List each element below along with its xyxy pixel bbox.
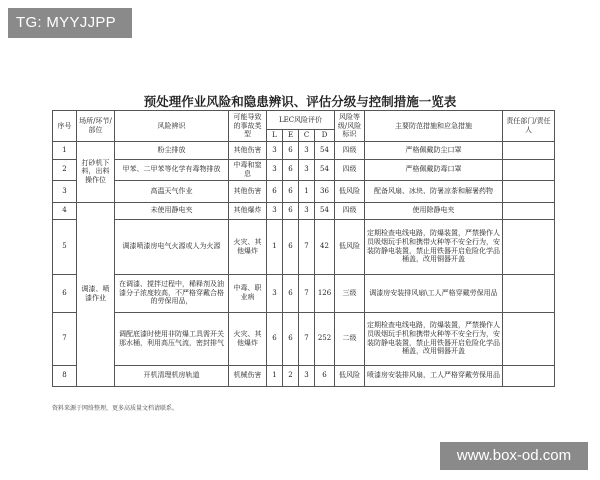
header-place: 场所/环节/部位 xyxy=(77,111,115,142)
cell-level: 三级 xyxy=(335,274,365,312)
cell-measure: 喷漆房安装排风扇，工人严格穿戴劳保用品 xyxy=(365,365,503,386)
cell-accident: 机械伤害 xyxy=(229,365,267,386)
cell-d: 36 xyxy=(315,180,335,202)
cell-accident: 火灾、其他爆炸 xyxy=(229,219,267,274)
cell-d: 126 xyxy=(315,274,335,312)
cell-l: 6 xyxy=(267,180,283,202)
cell-accident: 其他爆炸 xyxy=(229,202,267,219)
cell-seq: 2 xyxy=(53,160,77,181)
header-l: L xyxy=(267,130,283,142)
cell-e: 6 xyxy=(283,274,299,312)
cell-l: 1 xyxy=(267,365,283,386)
cell-accident: 其他伤害 xyxy=(229,180,267,202)
table-row xyxy=(53,274,555,312)
cell-seq: 4 xyxy=(53,202,77,219)
cell-e: 6 xyxy=(283,312,299,365)
cell-c: 3 xyxy=(299,142,315,160)
watermark-top-badge: TG: MYYJJPP xyxy=(8,8,132,38)
cell-c: 7 xyxy=(299,312,315,365)
cell-seq: 7 xyxy=(53,312,77,365)
header-dept: 责任部门/责任人 xyxy=(503,111,555,142)
cell-risk: 高温天气作业 xyxy=(115,180,229,202)
cell-d: 54 xyxy=(315,142,335,160)
cell-measure: 严格佩戴防尘口罩 xyxy=(365,142,503,160)
cell-risk: 粉尘排放 xyxy=(115,142,229,160)
cell-risk: 调配底漆时使用非防爆工具需开关那水桶，利用高压气流，密封排气 xyxy=(115,312,229,365)
cell-l: 3 xyxy=(267,202,283,219)
table-row xyxy=(53,142,555,160)
cell-accident: 中毒和窒息 xyxy=(229,160,267,181)
cell-dept xyxy=(503,160,555,181)
cell-dept xyxy=(503,202,555,219)
cell-d: 42 xyxy=(315,219,335,274)
cell-l: 3 xyxy=(267,160,283,181)
cell-level: 低风险 xyxy=(335,219,365,274)
table-row xyxy=(53,219,555,274)
table-row xyxy=(53,160,555,181)
cell-c: 3 xyxy=(299,202,315,219)
header-e: E xyxy=(283,130,299,142)
cell-c: 3 xyxy=(299,160,315,181)
cell-e: 6 xyxy=(283,180,299,202)
cell-risk: 甲苯、二甲苯等化学有毒物排放 xyxy=(115,160,229,181)
cell-level: 低风险 xyxy=(335,180,365,202)
cell-level: 四级 xyxy=(335,160,365,181)
cell-accident: 火灾、其他爆炸 xyxy=(229,312,267,365)
header-risk: 风险辨识 xyxy=(115,111,229,142)
cell-place: 调漆、喷漆作业 xyxy=(77,202,115,386)
cell-accident: 中毒、职业病 xyxy=(229,274,267,312)
cell-level: 四级 xyxy=(335,142,365,160)
cell-risk: 在调漆、搅拌过程中，稀释剂及油漆分子浓度较高，不严格穿戴合格的劳保用品， xyxy=(115,274,229,312)
cell-e: 2 xyxy=(283,365,299,386)
header-seq: 序号 xyxy=(53,111,77,142)
header-accident: 可能导致的事故类型 xyxy=(229,111,267,142)
header-c: C xyxy=(299,130,315,142)
table-row xyxy=(53,202,555,219)
cell-level: 低风险 xyxy=(335,365,365,386)
header-level: 风险等级/风险标识 xyxy=(335,111,365,142)
cell-level: 二级 xyxy=(335,312,365,365)
cell-d: 54 xyxy=(315,202,335,219)
cell-dept xyxy=(503,142,555,160)
cell-dept xyxy=(503,219,555,274)
table-header-row xyxy=(53,111,555,130)
cell-measure: 严格佩戴防毒口罩 xyxy=(365,160,503,181)
cell-l: 3 xyxy=(267,274,283,312)
risk-table xyxy=(52,110,555,387)
cell-l: 3 xyxy=(267,142,283,160)
cell-d: 54 xyxy=(315,160,335,181)
cell-risk: 调漆喷漆房电气火源或人为火源 xyxy=(115,219,229,274)
cell-risk: 开机清理机房轨道 xyxy=(115,365,229,386)
cell-seq: 5 xyxy=(53,219,77,274)
cell-dept xyxy=(503,180,555,202)
table-row xyxy=(53,312,555,365)
table-row xyxy=(53,180,555,202)
cell-c: 3 xyxy=(299,365,315,386)
header-measures: 主要防范措施和应急措施 xyxy=(365,111,503,142)
cell-risk: 未使用静电夹 xyxy=(115,202,229,219)
cell-seq: 6 xyxy=(53,274,77,312)
cell-d: 6 xyxy=(315,365,335,386)
watermark-bottom-badge: www.box-od.com xyxy=(440,442,588,470)
cell-e: 6 xyxy=(283,142,299,160)
table-row xyxy=(53,365,555,386)
cell-level: 四级 xyxy=(335,202,365,219)
cell-c: 1 xyxy=(299,180,315,202)
cell-e: 6 xyxy=(283,160,299,181)
cell-d: 252 xyxy=(315,312,335,365)
cell-e: 6 xyxy=(283,219,299,274)
cell-l: 6 xyxy=(267,312,283,365)
cell-seq: 3 xyxy=(53,180,77,202)
header-d: D xyxy=(315,130,335,142)
cell-e: 6 xyxy=(283,202,299,219)
cell-measure: 配备风扇、冰块、防暑凉茶和解暑药物 xyxy=(365,180,503,202)
document-title: 预处理作业风险和隐患辨识、评估分级与控制措施一览表 xyxy=(143,94,457,109)
cell-dept xyxy=(503,365,555,386)
footnote: 资料来源于网络整理，更多高质量文档请联系。 xyxy=(52,405,179,412)
cell-measure: 使用除静电夹 xyxy=(365,202,503,219)
cell-seq: 8 xyxy=(53,365,77,386)
cell-l: 1 xyxy=(267,219,283,274)
cell-c: 7 xyxy=(299,274,315,312)
cell-dept xyxy=(503,312,555,365)
cell-place: 打砂机下料，出料操作位 xyxy=(77,142,115,203)
cell-measure: 定期检查电线电路，防爆装置，严禁操作人员吸烟玩手机和携带火种等不安全行为，安装防静电装置，禁止用铁器开启危险化学品桶盖，改用铜器开盖 xyxy=(365,312,503,365)
cell-measure: 定期检查电线电路，防爆装置，严禁操作人员吸烟玩手机和携带火种等不安全行为，安装防静电装置，禁止用铁器开启危险化学品桶盖，改用铜器开盖 xyxy=(365,219,503,274)
cell-dept xyxy=(503,274,555,312)
cell-accident: 其他伤害 xyxy=(229,142,267,160)
cell-seq: 1 xyxy=(53,142,77,160)
cell-measure: 调漆房安装排风扇\工人严格穿戴劳保用品 xyxy=(365,274,503,312)
cell-c: 7 xyxy=(299,219,315,274)
header-lec: LEC风险评价 xyxy=(267,111,335,130)
